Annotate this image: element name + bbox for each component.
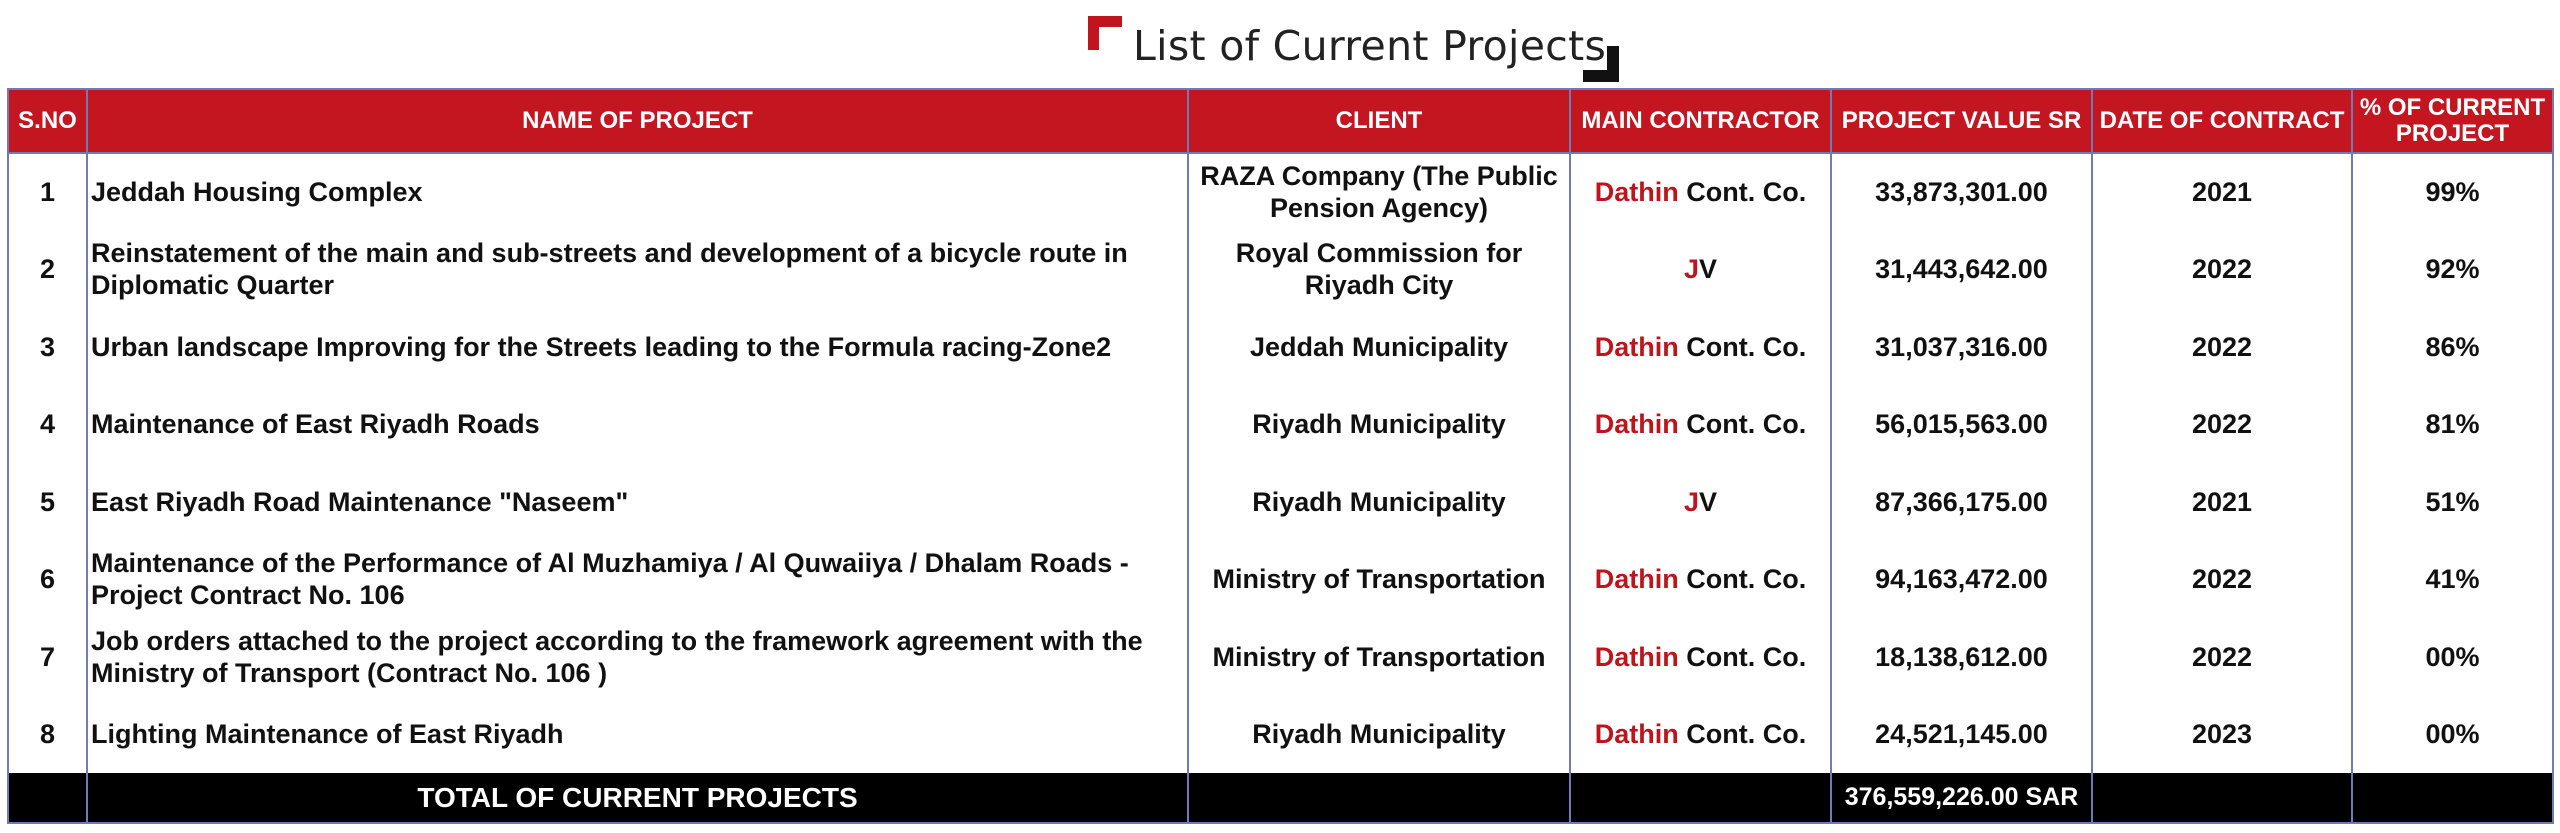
column-header-name: NAME OF PROJECT (87, 89, 1188, 153)
cell-contractor (1570, 308, 1831, 386)
cell-value: 87,366,175.00 (1831, 463, 2092, 541)
table-row (8, 696, 2553, 774)
contractor-name-rest: Cont. Co. (1678, 331, 1807, 362)
cell-sno: 6 (8, 541, 87, 619)
cell-name: Maintenance of the Performance of Al Muzhamiya / Al Quwaiiya / Dhalam Roads - Project Contract No. 106 (87, 541, 1188, 619)
contractor-name-rest: Cont. Co. (1678, 409, 1807, 440)
cell-client: Riyadh Municipality (1188, 463, 1570, 541)
contractor-name-accent: Dathin (1594, 564, 1679, 595)
contractor-name-accent: Dathin (1594, 641, 1679, 672)
cell-sno: 7 (8, 618, 87, 696)
cell-percent: 86% (2352, 308, 2553, 386)
contractor-name-rest: Cont. Co. (1678, 177, 1807, 208)
cell-client: RAZA Company (The Public Pension Agency) (1188, 153, 1570, 231)
contractor-name-accent: Dathin (1594, 177, 1679, 208)
cell-name: Reinstatement of the main and sub-streets and development of a bicycle route in Diplomatic Quarter (87, 231, 1188, 309)
cell-name: Jeddah Housing Complex (87, 153, 1188, 231)
table-header (8, 89, 2553, 153)
cell-percent: 00% (2352, 696, 2553, 774)
contractor-name-accent: J (1683, 486, 1699, 517)
contractor-name-rest: Cont. Co. (1678, 564, 1807, 595)
table-row (8, 231, 2553, 309)
cell-percent: 51% (2352, 463, 2553, 541)
contractor-name-rest: Cont. Co. (1678, 719, 1807, 750)
corner-bracket-top-left-icon (1088, 16, 1122, 50)
contractor-name-rest: V (1699, 254, 1718, 285)
contractor-name-accent: J (1683, 254, 1699, 285)
cell-date: 2022 (2092, 541, 2352, 619)
cell-name: Urban landscape Improving for the Streets leading to the Formula racing-Zone2 (87, 308, 1188, 386)
table-row (8, 386, 2553, 464)
contractor-name-accent: Dathin (1594, 331, 1679, 362)
cell-date: 2022 (2092, 231, 2352, 309)
cell-sno: 1 (8, 153, 87, 231)
cell-date: 2021 (2092, 463, 2352, 541)
table-row (8, 153, 2553, 231)
cell-client: Ministry of Transportation (1188, 618, 1570, 696)
column-header-sno: S.NO (8, 89, 87, 153)
cell-date: 2022 (2092, 386, 2352, 464)
total-label: TOTAL OF CURRENT PROJECTS (87, 773, 1188, 823)
cell-name: Maintenance of East Riyadh Roads (87, 386, 1188, 464)
cell-percent: 81% (2352, 386, 2553, 464)
cell-sno: 3 (8, 308, 87, 386)
cell-name: Lighting Maintenance of East Riyadh (87, 696, 1188, 774)
cell-client: Riyadh Municipality (1188, 386, 1570, 464)
corner-bracket-bottom-right-icon (1583, 46, 1619, 82)
cell-sno: 4 (8, 386, 87, 464)
cell-client: Riyadh Municipality (1188, 696, 1570, 774)
total-spacer-cell (1570, 773, 1831, 823)
contractor-name-rest: V (1699, 486, 1718, 517)
column-header-date: DATE OF CONTRACT (2092, 89, 2352, 153)
table-row (8, 541, 2553, 619)
cell-contractor (1570, 541, 1831, 619)
cell-value: 33,873,301.00 (1831, 153, 2092, 231)
cell-date: 2022 (2092, 308, 2352, 386)
header-row (8, 89, 2553, 153)
cell-date: 2022 (2092, 618, 2352, 696)
contractor-name-accent: Dathin (1594, 719, 1679, 750)
cell-value: 94,163,472.00 (1831, 541, 2092, 619)
total-row (8, 773, 2553, 823)
cell-name: Job orders attached to the project according to the framework agreement with the Ministry of Transport (Contract No. 106 ) (87, 618, 1188, 696)
cell-percent: 99% (2352, 153, 2553, 231)
cell-contractor (1570, 696, 1831, 774)
cell-value: 31,037,316.00 (1831, 308, 2092, 386)
total-spacer-cell (2352, 773, 2553, 823)
title-area (0, 14, 2560, 86)
cell-sno: 2 (8, 231, 87, 309)
cell-percent: 92% (2352, 231, 2553, 309)
cell-value: 24,521,145.00 (1831, 696, 2092, 774)
cell-contractor (1570, 153, 1831, 231)
total-spacer-cell (1188, 773, 1570, 823)
cell-client: Ministry of Transportation (1188, 541, 1570, 619)
cell-client: Jeddah Municipality (1188, 308, 1570, 386)
total-spacer-cell (2092, 773, 2352, 823)
cell-date: 2021 (2092, 153, 2352, 231)
total-spacer-cell (8, 773, 87, 823)
table-row (8, 463, 2553, 541)
contractor-name-accent: Dathin (1594, 409, 1679, 440)
cell-sno: 5 (8, 463, 87, 541)
page-title: List of Current Projects (1133, 22, 1607, 70)
cell-client: Royal Commission for Riyadh City (1188, 231, 1570, 309)
column-header-percent: % OF CURRENT PROJECT (2352, 89, 2553, 153)
column-header-client: CLIENT (1188, 89, 1570, 153)
cell-value: 18,138,612.00 (1831, 618, 2092, 696)
cell-value: 31,443,642.00 (1831, 231, 2092, 309)
cell-contractor (1570, 231, 1831, 309)
column-header-value: PROJECT VALUE SR (1831, 89, 2092, 153)
table-footer (8, 773, 2553, 823)
cell-contractor (1570, 463, 1831, 541)
cell-percent: 00% (2352, 618, 2553, 696)
cell-name: East Riyadh Road Maintenance "Naseem" (87, 463, 1188, 541)
total-value: 376,559,226.00 SAR (1831, 773, 2092, 823)
table-body (8, 153, 2553, 773)
column-header-contractor: MAIN CONTRACTOR (1570, 89, 1831, 153)
cell-value: 56,015,563.00 (1831, 386, 2092, 464)
table-row (8, 308, 2553, 386)
projects-table (7, 88, 2554, 824)
cell-date: 2023 (2092, 696, 2352, 774)
cell-contractor (1570, 618, 1831, 696)
table-row (8, 618, 2553, 696)
cell-percent: 41% (2352, 541, 2553, 619)
contractor-name-rest: Cont. Co. (1678, 641, 1807, 672)
cell-contractor (1570, 386, 1831, 464)
cell-sno: 8 (8, 696, 87, 774)
